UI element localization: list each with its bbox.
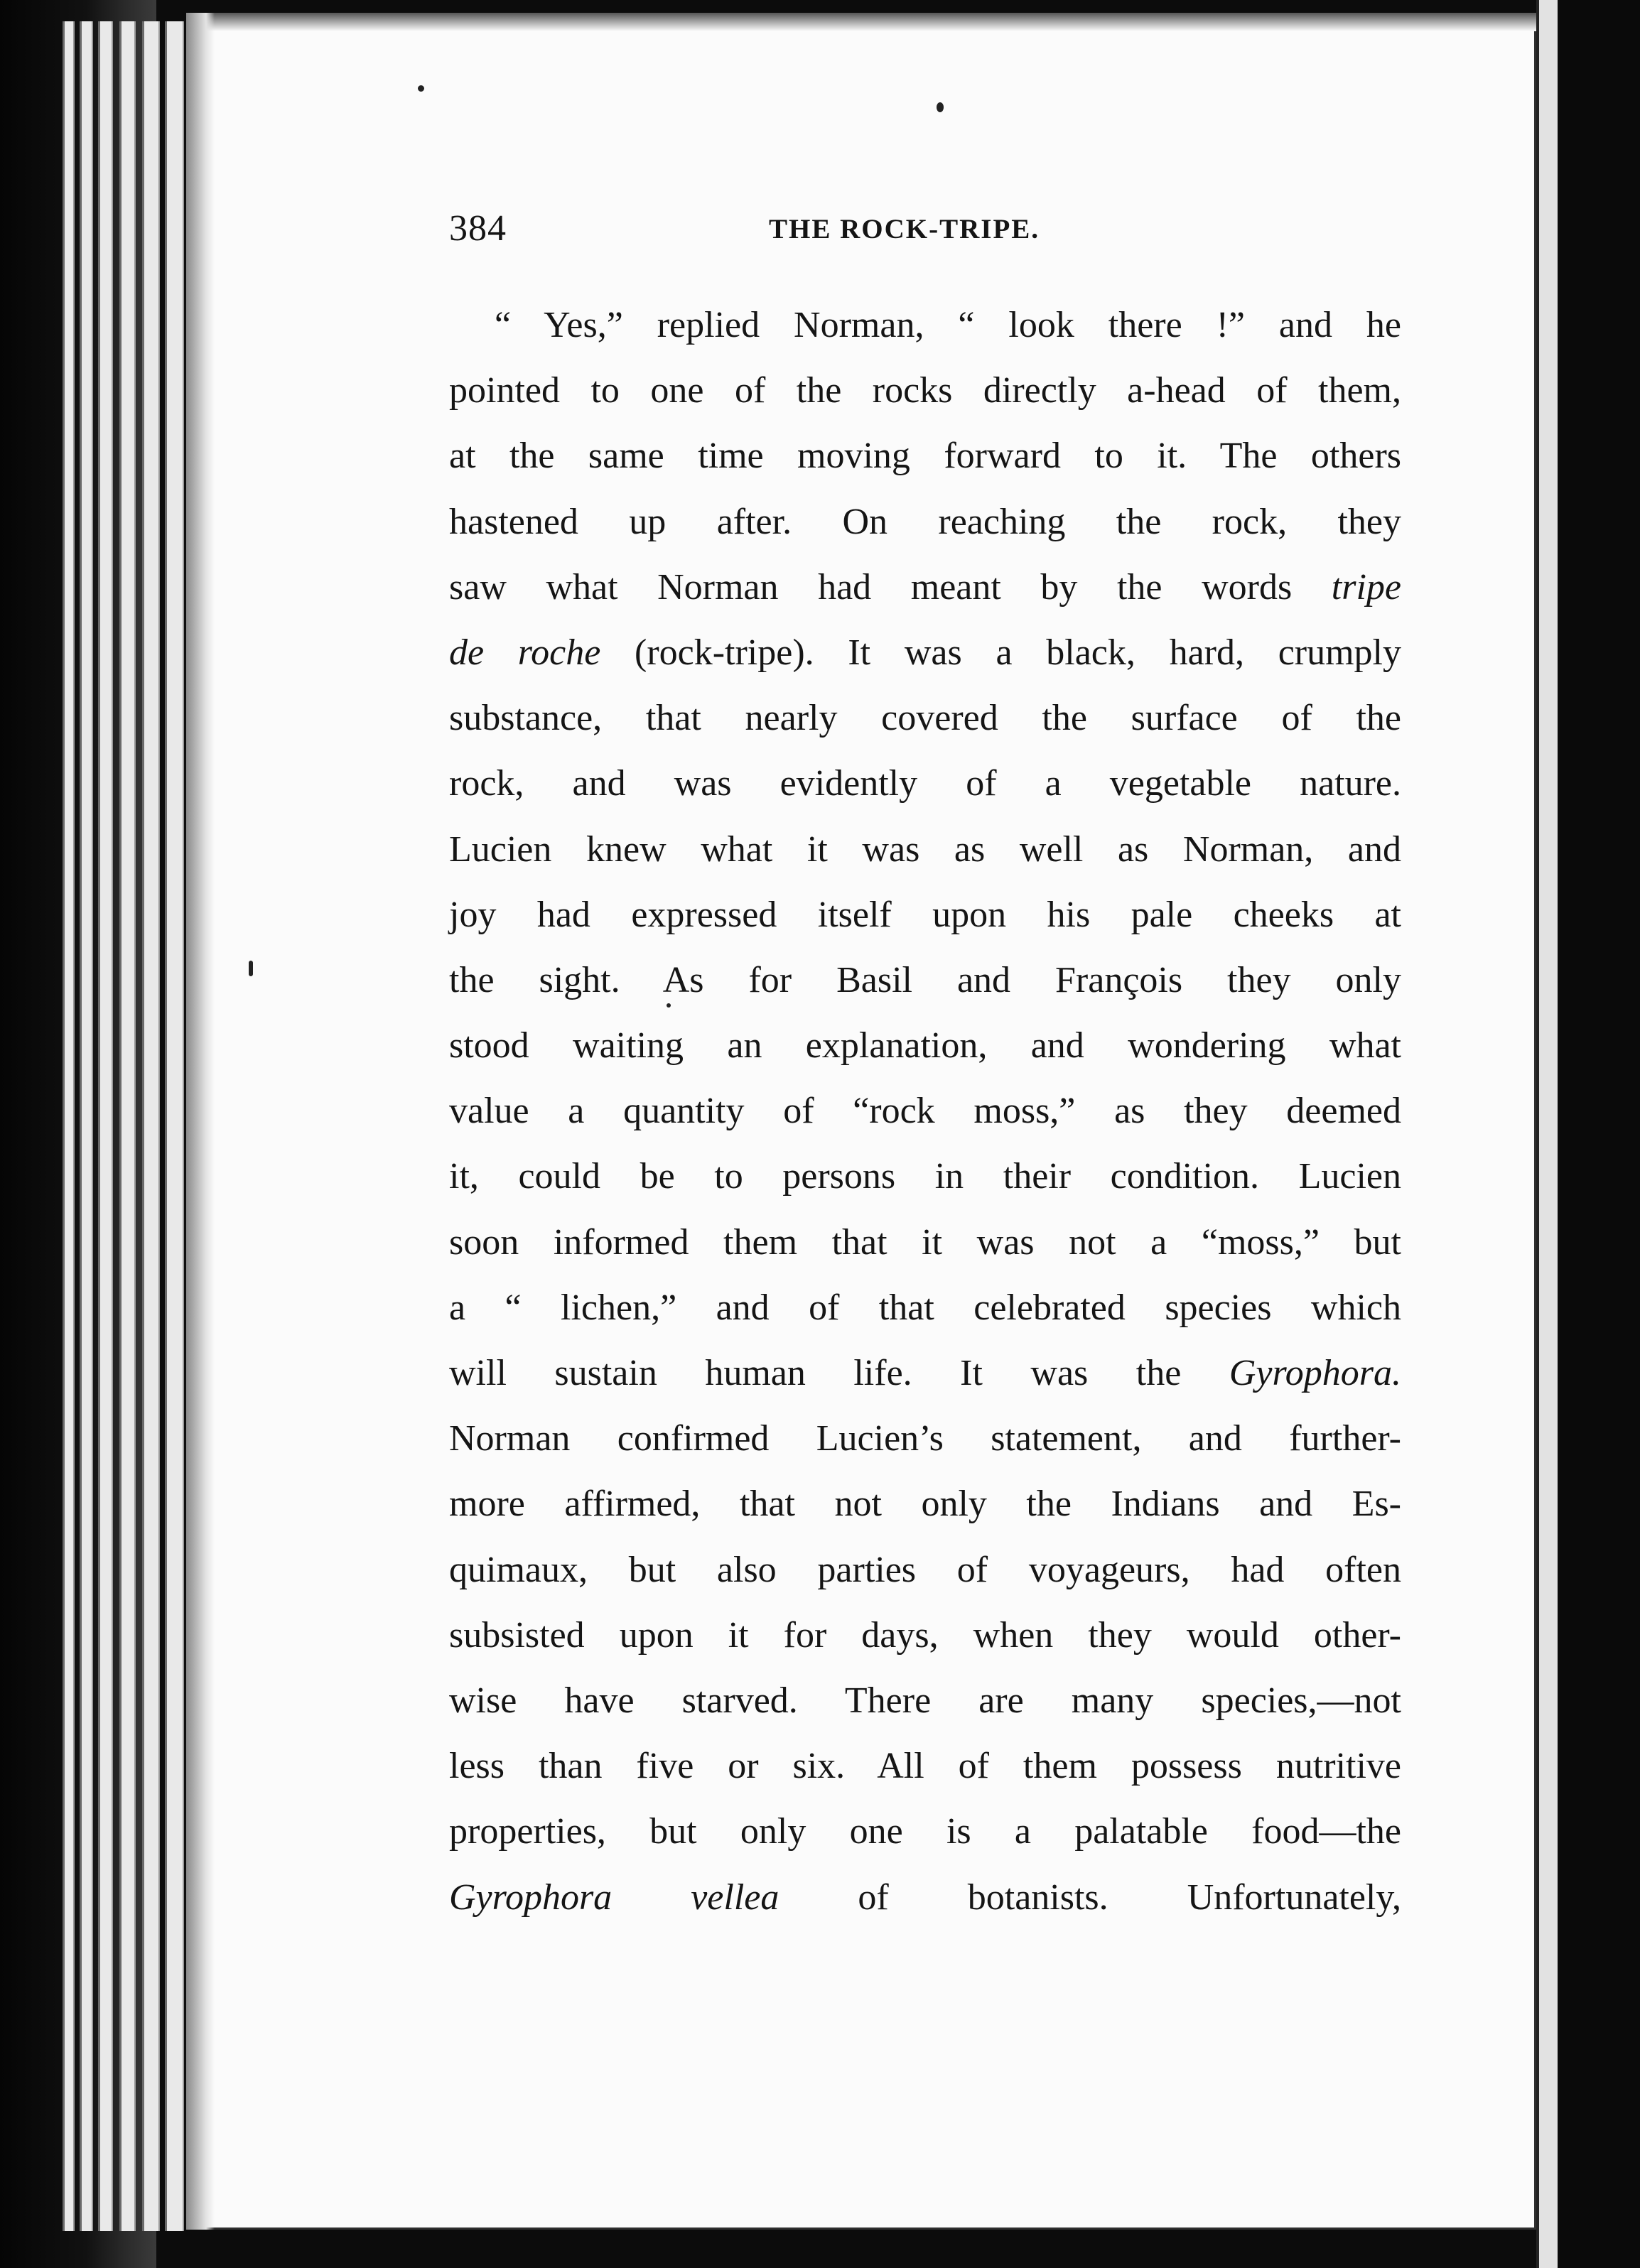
text-line [449,1472,1401,1537]
text-segment: Lucien knew what it was as well as Norman, and [449,828,1401,870]
text-line [449,1668,1401,1734]
text-segment: “ Yes,” replied Norman, “ look there !” and he [495,305,1401,345]
text-segment: value a quantity of “rock moss,” as they deemed [449,1091,1401,1132]
text-line [449,751,1401,816]
text-line [449,1144,1401,1209]
text-segment: saw what Norman had meant by the words [449,566,1332,608]
book-binding [0,0,156,2268]
text-line [449,1799,1401,1864]
page-edge [119,21,136,2231]
text-line [449,948,1401,1013]
text-line [449,293,1401,358]
text-line [449,1538,1401,1603]
text-line [449,1275,1401,1341]
text-segment: more affirmed, that not only the Indians and Es- [449,1484,1401,1525]
text-line [449,686,1401,751]
ink-speck [937,102,944,112]
text-segment: a “ lichen,” and of that celebrated species which [449,1287,1401,1328]
text-line [449,358,1401,423]
ink-speck [418,85,424,92]
text-segment: (rock-tripe). It was a black, hard, crumply [600,632,1401,673]
page-gutter-shadow [186,13,215,2230]
text-line [449,1603,1401,1668]
text-line [449,423,1401,489]
page-number: 384 [449,208,507,249]
text-line [449,1734,1401,1799]
text-line [449,1865,1401,1930]
text-segment: less than five or six. All of them possess nutritive [449,1746,1401,1787]
text-segment: soon informed them that it was not a “moss,” but [449,1221,1401,1263]
ink-speck [249,961,253,976]
text-segment: of botanists. Unfortunately, [779,1876,1401,1918]
text-line [449,817,1401,882]
italic-text: Gyrophora. [1229,1353,1401,1393]
text-segment: Norman confirmed Lucien’s statement, and further- [449,1418,1401,1459]
text-segment: rock, and was evidently of a vegetable nature. [449,763,1401,804]
text-segment: pointed to one of the rocks directly a-head of them, [449,370,1401,411]
page-edge [98,21,113,2231]
text-line [449,1341,1401,1406]
text-segment: wise have starved. There are many species,—not [449,1680,1401,1721]
text-segment: quimaux, but also parties of voyageurs, had often [449,1549,1401,1590]
running-head: THE ROCK-TRIPE. [769,214,1040,244]
text-line [449,555,1401,620]
text-segment: subsisted upon it for days, when they would other- [449,1614,1401,1656]
text-segment: joy had expressed itself upon his pale cheeks at [449,894,1401,935]
page-top-shadow [186,13,1536,31]
italic-text: de roche [449,632,601,673]
page-edge [80,21,93,2231]
text-line [449,1406,1401,1472]
text-line [449,490,1401,555]
page-edge [165,21,184,2231]
page-edge [142,21,160,2231]
body-text [449,293,1401,1930]
text-segment: at the same time moving forward to it. The others [449,436,1401,477]
scan-margin-right [1558,0,1640,2268]
italic-text: Gyrophora vellea [449,1876,779,1918]
page-edge [63,21,75,2231]
text-segment: stood waiting an explanation, and wondering what [449,1025,1401,1066]
text-line [449,882,1401,948]
text-line [449,1013,1401,1079]
text-segment: properties, but only one is a palatable food—the [449,1811,1401,1852]
text-segment: the sight. As for Basil and François they only [449,959,1401,1000]
text-segment: will sustain human life. It was the [449,1353,1229,1393]
text-line [449,620,1401,686]
text-segment: hastened up after. On reaching the rock, they [449,501,1401,542]
text-line [449,1079,1401,1144]
text-line [449,1210,1401,1275]
text-segment: substance, that nearly covered the surface of the [449,698,1401,739]
italic-text: tripe [1331,566,1401,608]
text-segment: it, could be to persons in their condition. Lucien [449,1156,1401,1197]
